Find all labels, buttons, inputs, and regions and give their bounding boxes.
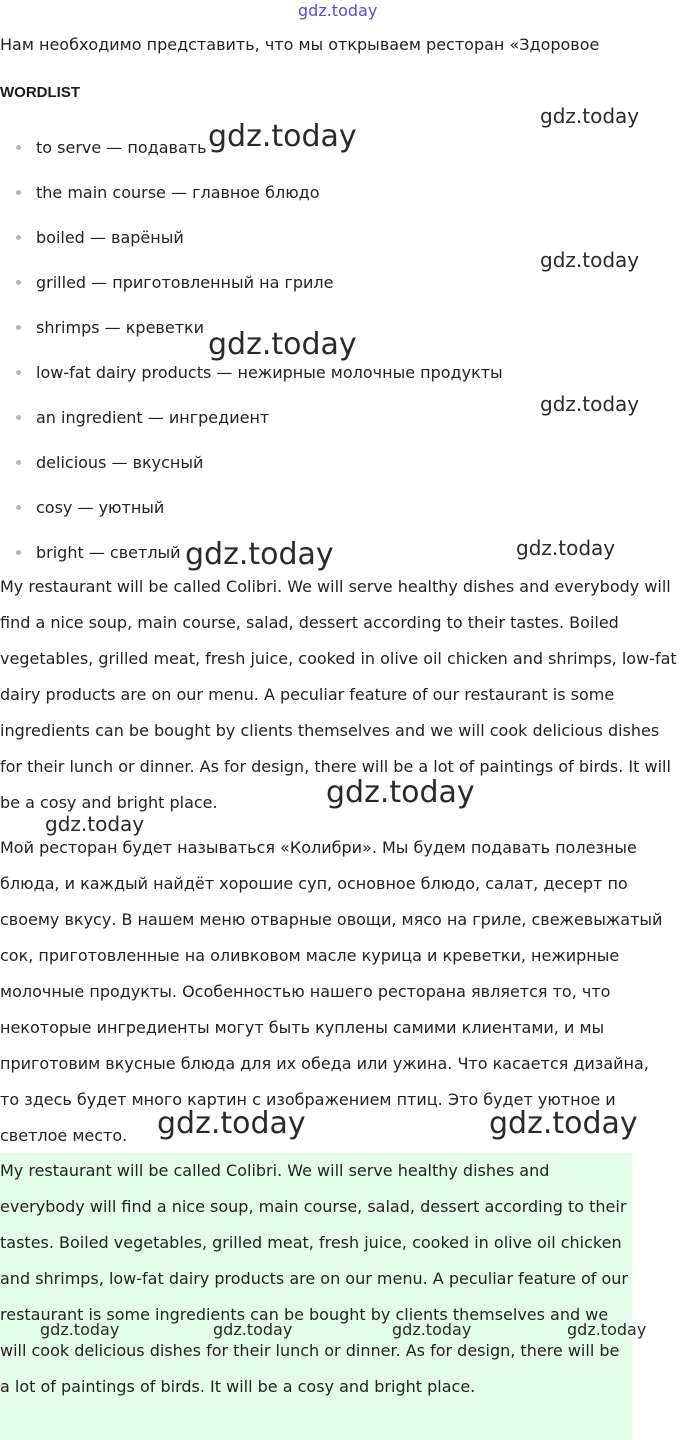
wordlist-item-text: delicious — вкусный	[36, 453, 204, 472]
bullet-icon	[16, 325, 21, 330]
wordlist-item-text: low-fat dairy products — нежирные молочные продукты	[36, 363, 503, 382]
bullet-icon	[16, 280, 21, 285]
wordlist-item	[0, 170, 503, 215]
wordlist-item	[0, 125, 503, 170]
bullet-icon	[16, 460, 21, 465]
intro-text: Нам необходимо представить, что мы открываем ресторан «Здоровое	[0, 35, 600, 54]
paragraph-russian: Мой ресторан будет называться «Колибри». Мы будем подавать полезные блюда, и каждый найдёт хорошие суп, основное блюдо, салат, десерт по своему вкусу. В нашем меню отварные овощи, мясо на гриле, свежевыжатый сок, приготовленные на оливковом масле курица и креветки, нежирные молочные продукты. Особенностью нашего ресторана является то, что некоторые ингредиенты могут быть куплены самими клиентами, и мы приготовим вкусные блюда для их обеда или ужина. Что касается дизайна, то здесь будет много картин с изображением птиц. Это будет уютное и светлое место.	[0, 838, 663, 1145]
wordlist-item	[0, 350, 503, 395]
wordlist	[0, 125, 503, 575]
bullet-icon	[16, 415, 21, 420]
watermark-top: gdz.today	[298, 1, 378, 20]
bullet-icon	[16, 190, 21, 195]
watermark: gdz.today	[40, 1320, 120, 1339]
wordlist-item	[0, 260, 503, 305]
watermark: gdz.today	[540, 392, 640, 416]
watermark: gdz.today	[157, 1106, 306, 1141]
wordlist-item-text: cosy — уютный	[36, 498, 165, 517]
wordlist-item	[0, 440, 503, 485]
bullet-icon	[16, 235, 21, 240]
wordlist-item-text: to serve — подавать	[36, 138, 207, 157]
wordlist-item-text: an ingredient — ингредиент	[36, 408, 270, 427]
watermark: gdz.today	[45, 812, 145, 836]
bullet-icon	[16, 550, 21, 555]
watermark: gdz.today	[516, 536, 616, 560]
wordlist-item	[0, 395, 503, 440]
wordlist-item	[0, 215, 503, 260]
wordlist-heading: WORDLIST	[0, 84, 80, 101]
watermark: gdz.today	[326, 775, 475, 810]
watermark: gdz.today	[208, 119, 357, 154]
wordlist-item-text: grilled — приготовленный на гриле	[36, 273, 334, 292]
wordlist-item-text: boiled — варёный	[36, 228, 184, 247]
watermark: gdz.today	[540, 248, 640, 272]
watermark: gdz.today	[213, 1320, 293, 1339]
bullet-icon	[16, 505, 21, 510]
wordlist-item	[0, 485, 503, 530]
watermark: gdz.today	[392, 1320, 472, 1339]
watermark: gdz.today	[185, 537, 334, 572]
watermark: gdz.today	[208, 327, 357, 362]
bullet-icon	[16, 370, 21, 375]
bullet-icon	[16, 145, 21, 150]
wordlist-item	[0, 305, 503, 350]
wordlist-item-text: shrimps — креветки	[36, 318, 205, 337]
watermark: gdz.today	[489, 1106, 638, 1141]
paragraph-highlighted: My restaurant will be called Colibri. We will serve healthy dishes and everybody will find a nice soup, main course, salad, dessert according to their tastes. Boiled vegetables, grilled meat, fresh juice, cooked in olive oil chicken and shrimps, low-fat dairy products are on our menu. A peculiar feature of our restaurant is some ingredients can be bought by clients themselves and we will cook delicious dishes for their lunch or dinner. As for design, there will be a lot of paintings of birds. It will be a cosy and bright place.	[0, 1153, 632, 1440]
wordlist-item-text: the main course — главное блюдо	[36, 183, 320, 202]
watermark: gdz.today	[567, 1320, 647, 1339]
paragraph-english: My restaurant will be called Colibri. We will serve healthy dishes and everybody will find a nice soup, main course, salad, dessert according to their tastes. Boiled vegetables, grilled meat, fresh juice, cooked in olive oil chicken and shrimps, low-fat dairy products are on our menu. A peculiar feature of our restaurant is some ingredients can be bought by clients themselves and we will cook delicious dishes for their lunch or dinner. As for design, there will be a lot of paintings of birds. It will be a cosy and bright place.	[0, 577, 677, 812]
wordlist-item-text: bright — светлый	[36, 543, 181, 562]
watermark: gdz.today	[540, 104, 640, 128]
